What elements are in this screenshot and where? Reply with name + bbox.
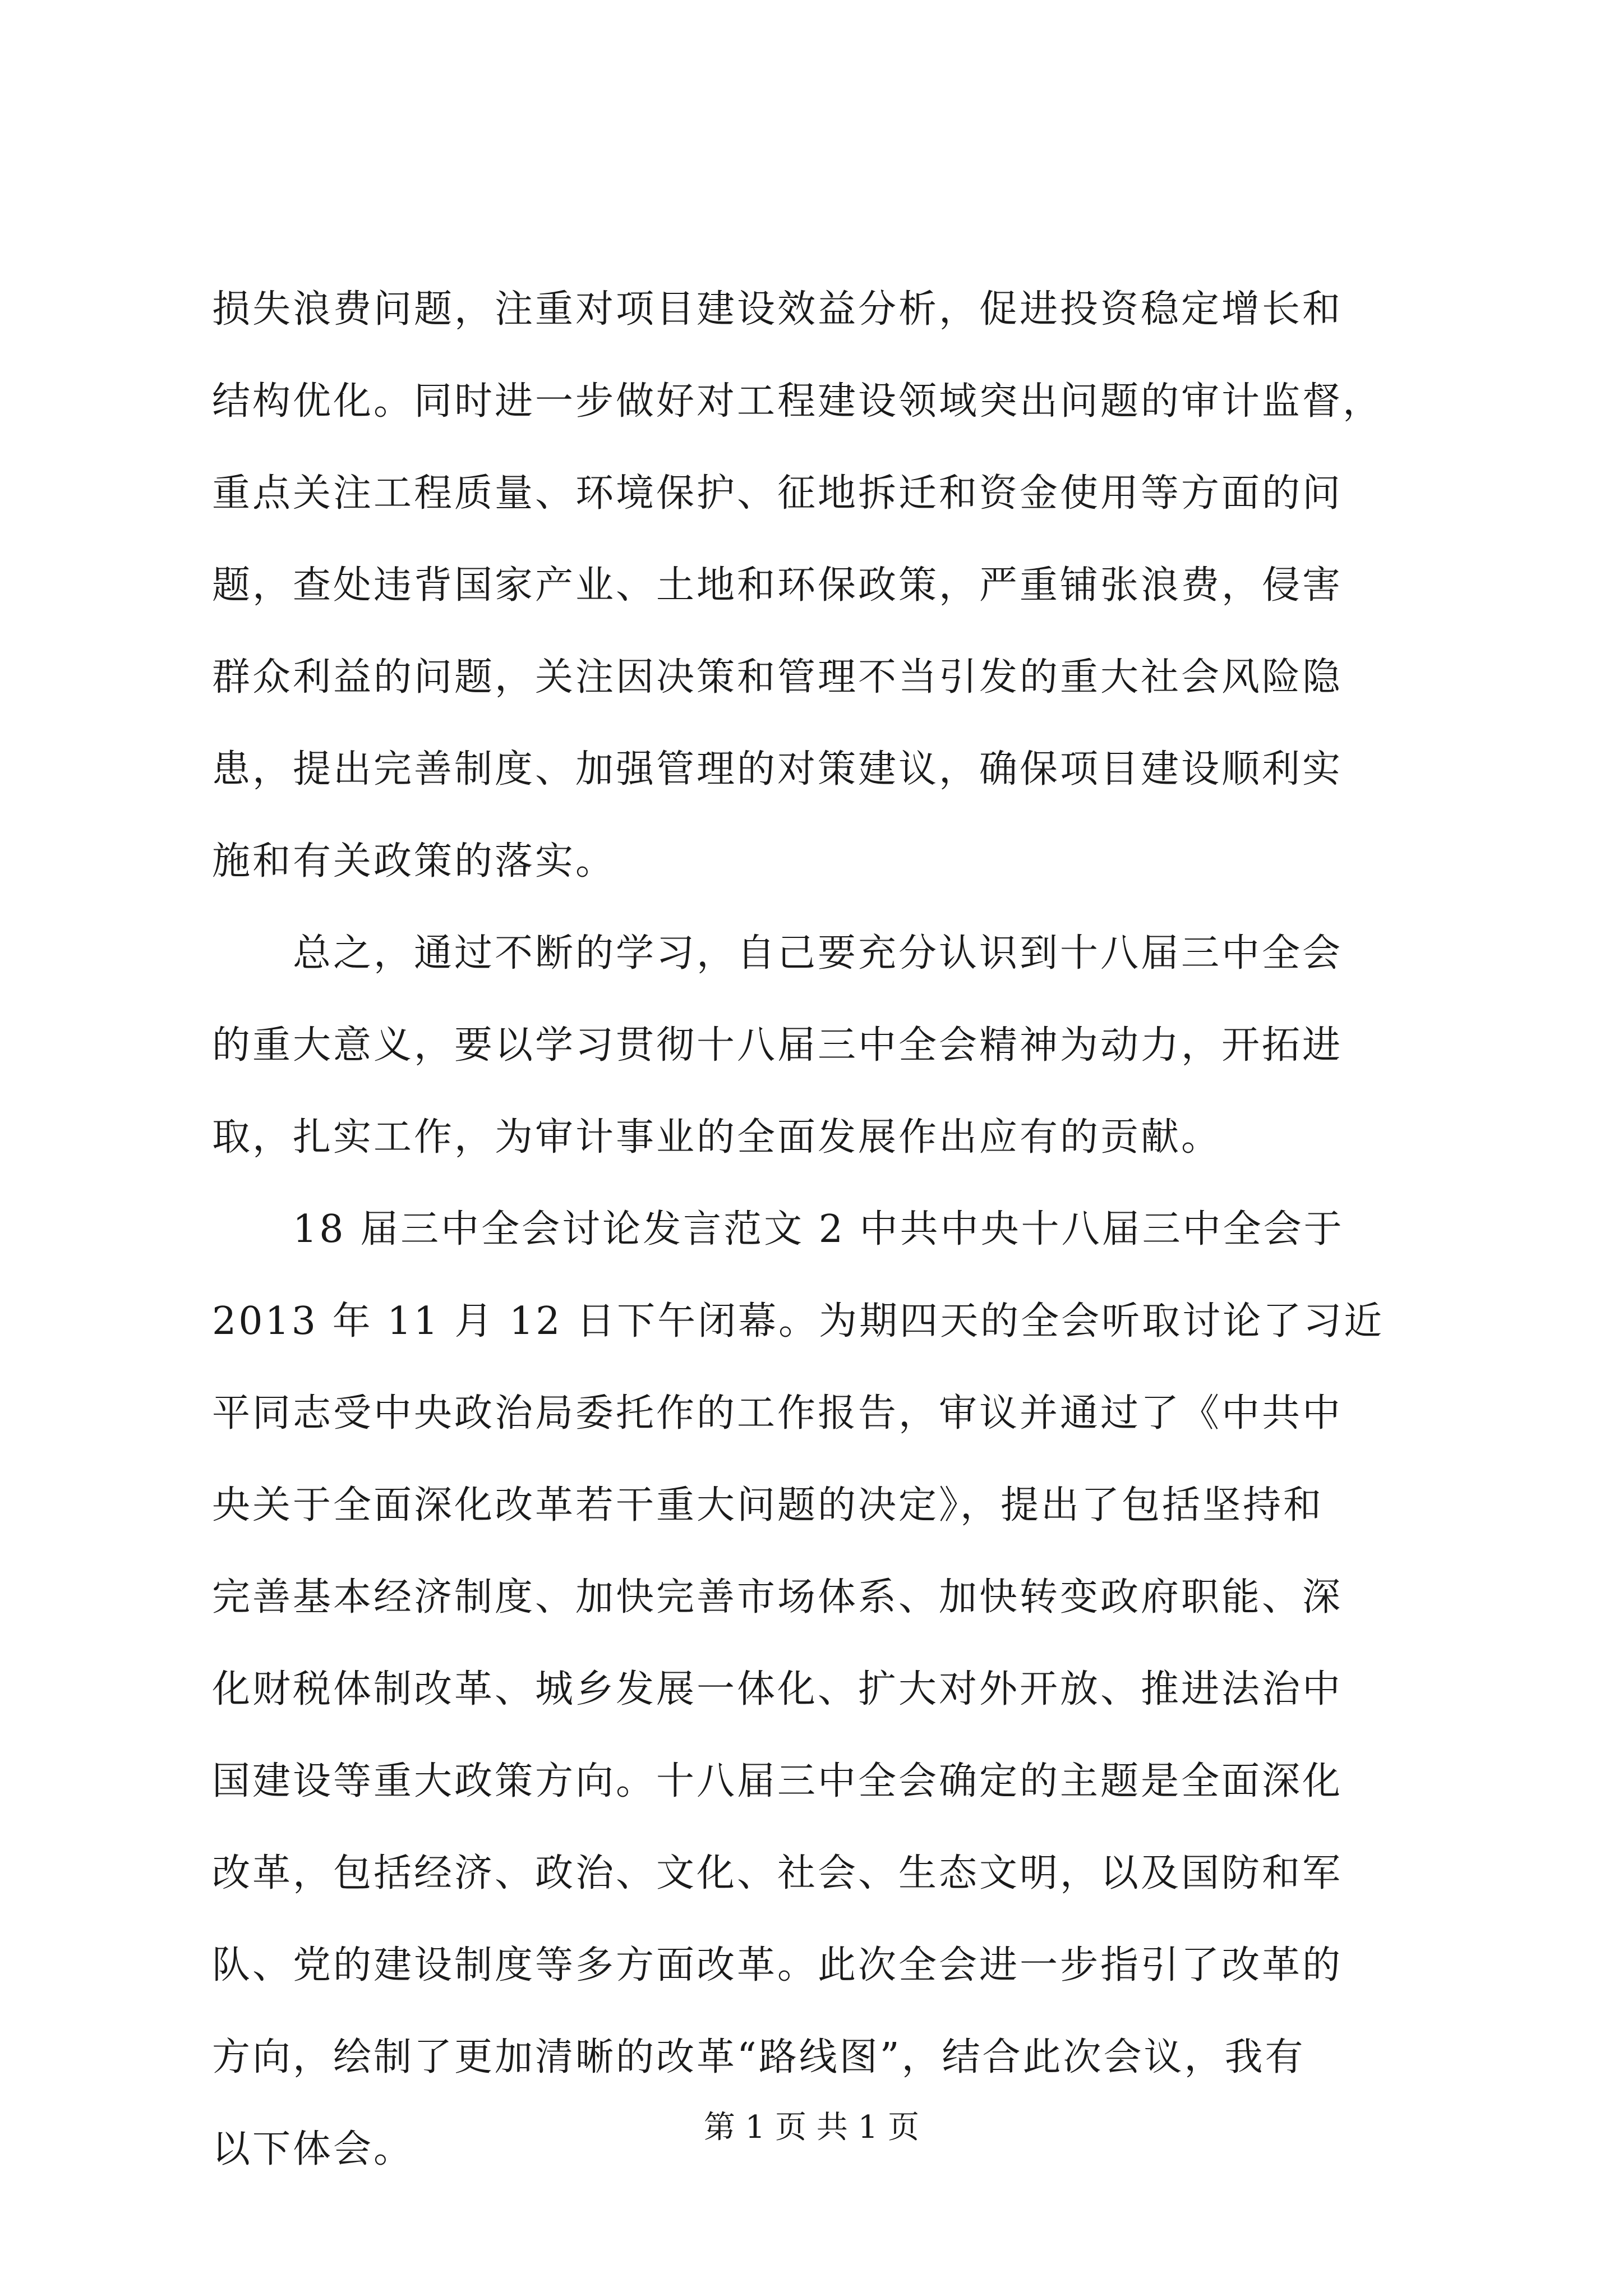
document-body <box>212 264 1423 2196</box>
text-line: 损失浪费问题，注重对项目建设效益分析，促进投资稳定增长和 <box>212 287 1343 332</box>
text-line: 方向，绘制了更加清晰的改革“路线图”，结合此次会议，我有 <box>212 2035 1306 2079</box>
page-footer: 第 1 页 共 1 页 <box>703 2109 920 2146</box>
paragraph-first-line: 总之，通过不断的学习，自己要充分认识到十八届三中全会 <box>293 931 1343 976</box>
text-line: 以下体会。 <box>212 2127 414 2171</box>
text-line: 取，扎实工作，为审计事业的全面发展作出应有的贡献。 <box>212 1115 1222 1159</box>
text-line: 改革，包括经济、政治、文化、社会、生态文明，以及国防和军 <box>212 1851 1343 1895</box>
text-line: 队、党的建设制度等多方面改革。此次全会进一步指引了改革的 <box>212 1943 1343 1987</box>
text-line: 2013 年 11 月 12 日下午闭幕。为期四天的全会听取讨论了习近 <box>212 1299 1385 1343</box>
text-line: 平同志受中央政治局委托作的工作报告，审议并通过了《中共中 <box>212 1391 1343 1435</box>
paragraph-first-line: 18 届三中全会讨论发言范文 2 中共中央十八届三中全会于 <box>293 1207 1344 1251</box>
text-line: 化财税体制改革、城乡发展一体化、扩大对外开放、推进法治中 <box>212 1667 1343 1711</box>
text-line: 的重大意义，要以学习贯彻十八届三中全会精神为动力，开拓进 <box>212 1023 1343 1068</box>
text-line: 完善基本经济制度、加快完善市场体系、加快转变政府职能、深 <box>212 1575 1343 1619</box>
text-line: 重点关注工程质量、环境保护、征地拆迁和资金使用等方面的问 <box>212 471 1343 516</box>
text-line: 题，查处违背国家产业、土地和环保政策，严重铺张浪费，侵害 <box>212 563 1343 608</box>
text-line: 央关于全面深化改革若干重大问题的决定》，提出了包括坚持和 <box>212 1483 1324 1527</box>
text-line: 国建设等重大政策方向。十八届三中全会确定的主题是全面深化 <box>212 1759 1343 1803</box>
text-line: 施和有关政策的落实。 <box>212 839 616 884</box>
text-line: 结构优化。同时进一步做好对工程建设领域突出问题的审计监督， <box>212 379 1384 424</box>
text-line: 群众利益的问题，关注因决策和管理不当引发的重大社会风险隐 <box>212 655 1343 700</box>
text-line: 患，提出完善制度、加强管理的对策建议，确保项目建设顺利实 <box>212 747 1343 792</box>
